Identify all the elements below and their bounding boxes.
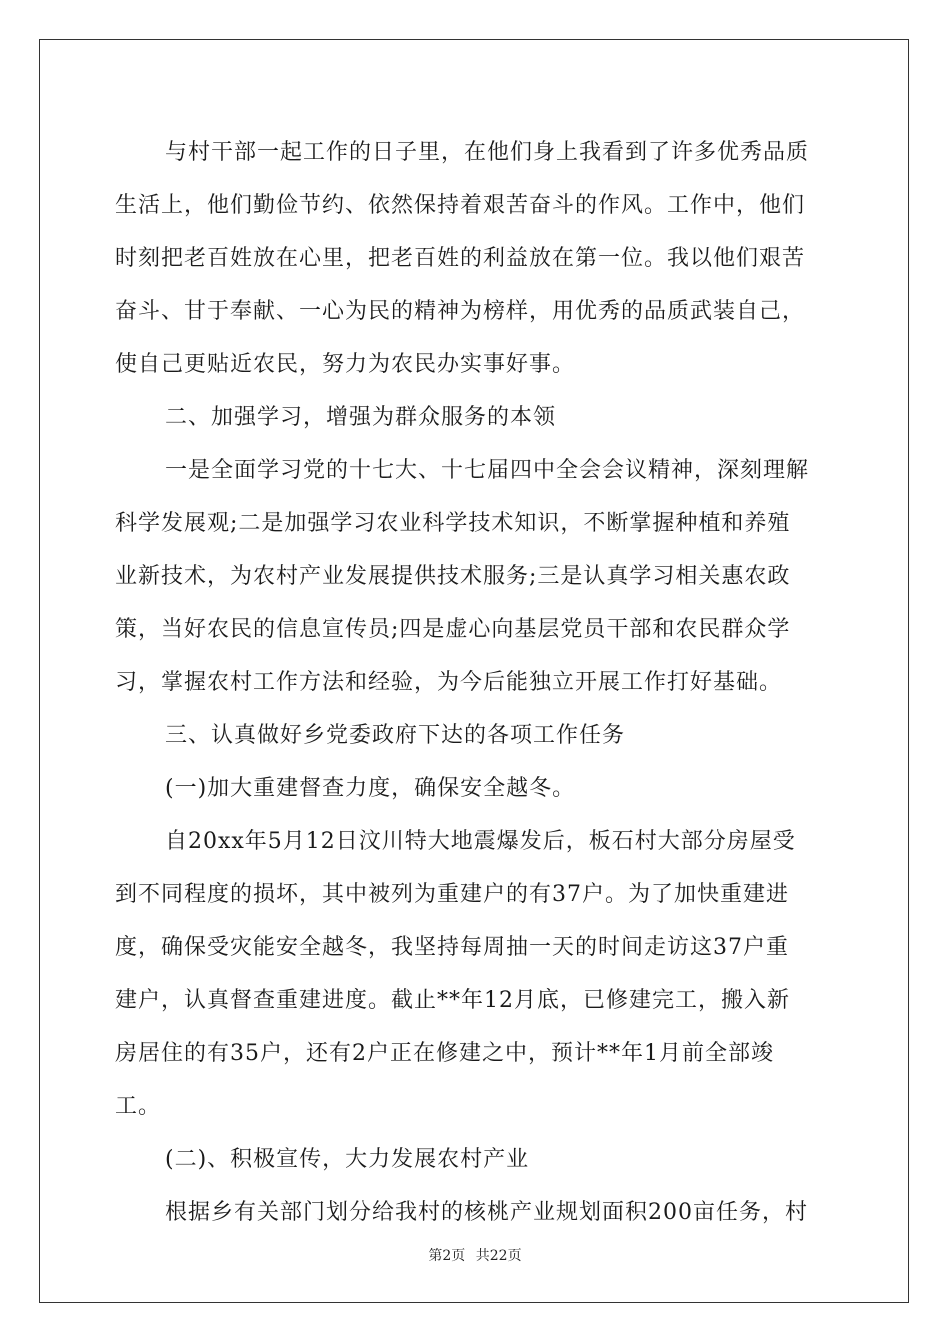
subsection-heading <box>115 1133 835 1186</box>
page-total: 共22页 <box>475 1248 522 1264</box>
text-line: 科学发展观;二是加强学习农业科学技术知识，不断掌握种植和养殖 <box>115 511 791 536</box>
text-line: 习，掌握农村工作方法和经验，为今后能独立开展工作打好基础。 <box>115 670 783 695</box>
section-heading <box>115 709 835 762</box>
text-line: 业新技术，为农村产业发展提供技术服务;三是认真学习相关惠农政 <box>115 564 791 589</box>
section-heading <box>115 391 835 444</box>
paragraph <box>115 444 835 709</box>
text-line: 到不同程度的损坏，其中被列为重建户的有37户。为了加快重建进 <box>115 882 789 907</box>
text-line: 使自己更贴近农民，努力为农民办实事好事。 <box>115 352 576 377</box>
text-line: 策，当好农民的信息宣传员;四是虚心向基层党员干部和农民群众学 <box>115 617 791 642</box>
page-footer <box>0 1245 950 1265</box>
text-line: 生活上，他们勤俭节约、依然保持着艰苦奋斗的作风。工作中，他们 <box>115 193 806 218</box>
paragraph <box>115 815 835 1133</box>
paragraph <box>115 1186 835 1239</box>
text-line: (二)、积极宣传，大力发展农村产业 <box>165 1147 530 1172</box>
text-line: 三、认真做好乡党委政府下达的各项工作任务 <box>165 723 626 748</box>
text-line: 房居住的有35户，还有2户正在修建之中，预计**年1月前全部竣 <box>115 1041 774 1066</box>
paragraph <box>115 126 835 391</box>
text-line: 与村干部一起工作的日子里，在他们身上我看到了许多优秀品质 <box>165 140 810 165</box>
page-number: 第2页 <box>428 1248 466 1264</box>
document-body <box>115 126 835 1239</box>
text-line: 根据乡有关部门划分给我村的核桃产业规划面积200亩任务，村 <box>165 1200 808 1225</box>
text-line: 二、加强学习，增强为群众服务的本领 <box>165 405 557 430</box>
subsection-heading <box>115 762 835 815</box>
text-line: 自20xx年5月12日汶川特大地震爆发后，板石村大部分房屋受 <box>165 829 796 854</box>
text-line: 时刻把老百姓放在心里，把老百姓的利益放在第一位。我以他们艰苦 <box>115 246 806 271</box>
text-line: 一是全面学习党的十七大、十七届四中全会会议精神，深刻理解 <box>165 458 810 483</box>
text-line: 奋斗、甘于奉献、一心为民的精神为榜样，用优秀的品质武装自己， <box>115 299 806 324</box>
text-line: 工。 <box>115 1094 162 1119</box>
text-line: 度，确保受灾能安全越冬，我坚持每周抽一天的时间走访这37户重 <box>115 935 789 960</box>
text-line: (一)加大重建督查力度，确保安全越冬。 <box>165 776 576 801</box>
text-line: 建户，认真督查重建进度。截止**年12月底，已修建完工，搬入新 <box>115 988 790 1013</box>
